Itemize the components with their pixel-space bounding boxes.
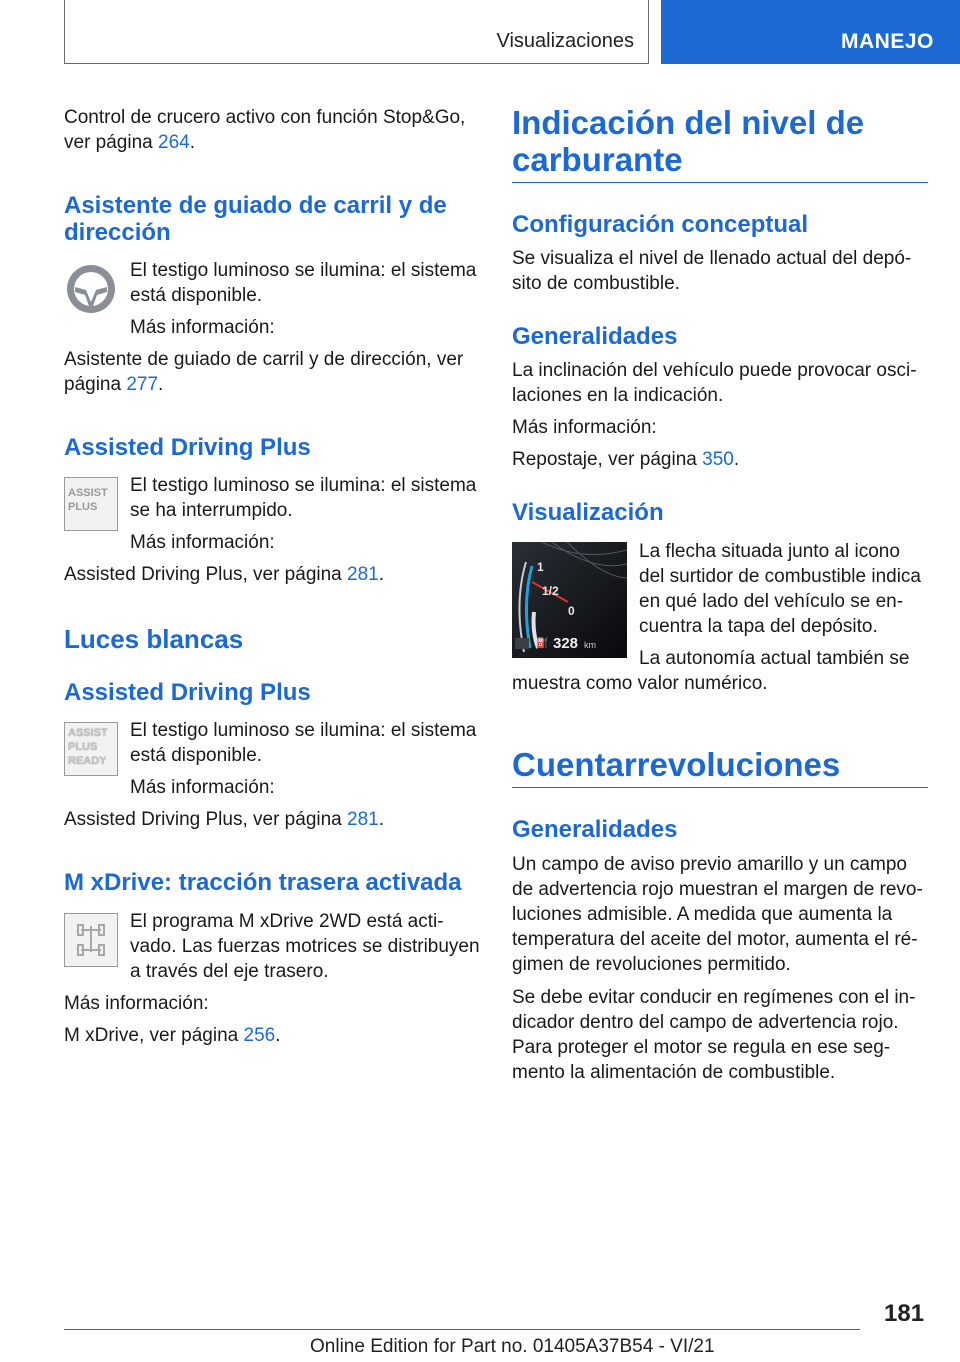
adp1-ref: Assisted Driving Plus, ver página 281. <box>64 564 384 585</box>
assist-ready-icon-text-3: READY <box>68 755 107 767</box>
lane-line1: El testigo luminoso se ilumina: el sistema <box>130 260 477 281</box>
gauge-label-1: 1 <box>537 560 544 574</box>
assist-ready-icon-text-1: ASSIST <box>68 727 108 739</box>
page-link-281-a[interactable]: 281 <box>347 564 379 585</box>
fuel-general-line1: La inclinación del vehículo puede provocar osci- <box>512 360 917 381</box>
intro-ref: ver página 264. <box>64 132 195 153</box>
header-chapter-tab[interactable] <box>661 0 960 64</box>
lane-heading-1: Asistente de guiado de carril y de <box>64 192 447 219</box>
display-line1: La flecha situada junto al icono <box>639 541 900 562</box>
header-chapter-label: MANEJO <box>841 30 934 53</box>
lane-ref-prefix: página <box>64 374 127 395</box>
page-link-264[interactable]: 264 <box>158 132 190 153</box>
xdrive-more: Más información: <box>64 993 209 1014</box>
fuel-pump-icon: ⛽ <box>536 638 549 649</box>
page-link-350[interactable]: 350 <box>702 449 734 470</box>
tacho-title: Cuentarrevoluciones <box>512 746 841 783</box>
adp1-more: Más información: <box>130 532 275 553</box>
display-line3: en qué lado del vehículo se en- <box>639 591 904 612</box>
tacho-p2-line3: Para proteger el motor se regula en ese seg- <box>512 1037 891 1058</box>
adp1-ref-prefix: Assisted Driving Plus, ver página <box>64 564 348 585</box>
tacho-p1-line1: Un campo de aviso previo amarillo y un campo <box>512 854 907 875</box>
adp2-ref: Assisted Driving Plus, ver página 281. <box>64 809 384 830</box>
adp1-line2: se ha interrumpido. <box>130 500 293 521</box>
intro-ref-prefix: ver página <box>64 132 159 153</box>
page-number: 181 <box>884 1300 925 1327</box>
fuel-ref-prefix: Repostaje, ver página <box>512 449 703 470</box>
tacho-p1-line2: de advertencia rojo muestran el margen de revo- <box>512 879 923 900</box>
assist-plus-icon-text-1: ASSIST <box>68 487 108 499</box>
lane-heading-2: dirección <box>64 219 171 246</box>
adp2-more: Más información: <box>130 777 275 798</box>
gauge-range: 328 <box>553 635 579 652</box>
display-line4: cuentra la tapa del depósito. <box>639 616 878 637</box>
display-line6: muestra como valor numérico. <box>512 673 768 694</box>
assist-ready-icon-text-2: PLUS <box>68 741 98 753</box>
fuel-title-2: carburante <box>512 141 683 178</box>
lane-ref: página 277. <box>64 374 164 395</box>
lane-line2: está disponible. <box>130 285 263 306</box>
xdrive-2wd-icon <box>64 913 118 967</box>
gauge-label-0: 0 <box>568 604 575 618</box>
fuel-title-1: Indicación del nivel de <box>512 104 865 141</box>
gauge-unit: km <box>584 640 596 650</box>
tacho-p1-line5: gimen de revoluciones permitido. <box>512 954 791 975</box>
fuel-title-rule <box>512 182 928 183</box>
tacho-p1-line4: temperatura del aceite del motor, aumenta el ré- <box>512 929 918 950</box>
concept-line1: Se visualiza el nivel de llenado actual del depó- <box>512 248 912 269</box>
fuel-general-line2: laciones en la indicación. <box>512 385 724 406</box>
adp1-heading: Assisted Driving Plus <box>64 434 311 461</box>
xdrive-ref-prefix: M xDrive, ver página <box>64 1025 244 1046</box>
adp2-ref-prefix: Assisted Driving Plus, ver página <box>64 809 348 830</box>
page-link-277[interactable]: 277 <box>126 374 159 395</box>
xdrive-ref: M xDrive, ver página 256. <box>64 1025 281 1046</box>
assist-plus-icon <box>64 477 118 531</box>
steering-wheel-icon <box>64 262 118 316</box>
page-link-256[interactable]: 256 <box>243 1025 276 1046</box>
tacho-p1-line3: luciones admisible. A medida que aumenta la <box>512 904 893 925</box>
adp1-line1: El testigo luminoso se ilumina: el sistema <box>130 475 477 496</box>
footer-rule <box>64 1329 860 1330</box>
adp2-line2: está disponible. <box>130 745 263 766</box>
header-section-title: Visualizaciones <box>496 30 634 52</box>
header-section-box <box>64 0 649 64</box>
lane-more: Más información: <box>130 317 275 338</box>
adp2-heading: Assisted Driving Plus <box>64 679 311 706</box>
xdrive-line1: El programa M xDrive 2WD está acti- <box>130 911 444 932</box>
tacho-title-rule <box>512 787 928 788</box>
display-line2: del surtidor de combustible indica <box>639 566 921 587</box>
lane-ref-line1: Asistente de guiado de carril y de dirección, ver <box>64 349 464 370</box>
fuel-gauge-photo <box>512 542 627 658</box>
gauge-label-half: 1/2 <box>542 584 559 598</box>
display-line5: La autonomía actual también se <box>639 648 910 669</box>
page-link-281-b[interactable]: 281 <box>347 809 379 830</box>
assist-plus-ready-icon <box>64 722 118 776</box>
tacho-p2-line1: Se debe evitar conducir en regímenes con el in- <box>512 987 916 1008</box>
tacho-general-heading: Generalidades <box>512 816 678 843</box>
assist-plus-icon-text-2: PLUS <box>68 501 98 513</box>
footer-edition: Online Edition for Part no. 01405A37B54 - VI/21 <box>310 1336 715 1357</box>
concept-line2: sito de combustible. <box>512 273 680 294</box>
display-heading: Visualización <box>512 499 664 526</box>
xdrive-heading: M xDrive: tracción trasera activada <box>64 869 462 896</box>
tacho-p2-line2: dicador dentro del campo de advertencia rojo. <box>512 1012 899 1033</box>
white-lights-heading: Luces blancas <box>64 624 244 654</box>
intro-text: Control de crucero activo con función Stop&Go, <box>64 107 466 128</box>
tacho-p2-line4: mento la alimentación de combustible. <box>512 1062 836 1083</box>
concept-heading: Configuración conceptual <box>512 211 809 238</box>
adp2-line1: El testigo luminoso se ilumina: el sistema <box>130 720 477 741</box>
fuel-general-heading: Generalidades <box>512 323 678 350</box>
xdrive-line2: vado. Las fuerzas motrices se distribuyen <box>130 936 480 957</box>
fuel-more: Más información: <box>512 417 657 438</box>
fuel-ref: Repostaje, ver página 350. <box>512 449 740 470</box>
xdrive-line3: a través del eje trasero. <box>130 961 329 982</box>
